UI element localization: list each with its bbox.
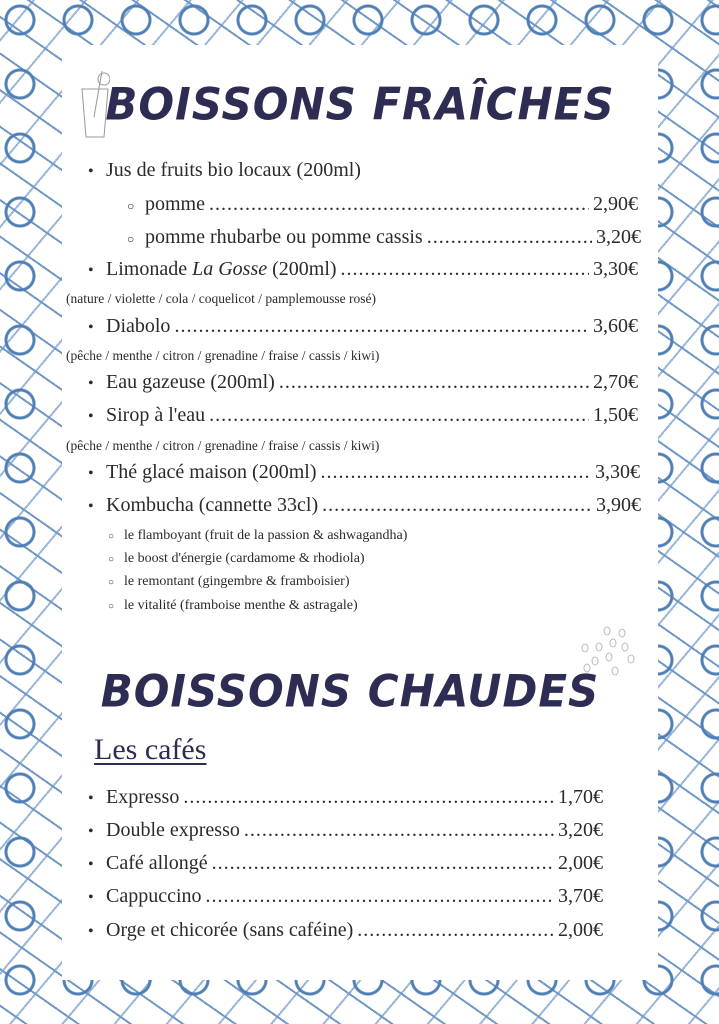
menu-item: • Kombucha (cannette 33cl) ..... 3,90€: [88, 494, 641, 517]
item-note: (pêche / menthe / citron / grenadine / fraise / cassis / kiwi): [66, 438, 380, 453]
item-note: (nature / violette / cola / coquelicot / pamplemousse rosé): [66, 291, 377, 306]
coffees-heading: Les cafés: [94, 733, 207, 766]
menu-item: • Expresso ..... 1,70€: [88, 786, 603, 809]
menu-item: • Thé glacé maison (200ml) ..... 3,30€: [88, 461, 640, 484]
kombucha-flavor: ○ le flamboyant (fruit de la passion & ashwagandha): [108, 528, 408, 543]
menu-item: • Café allongé ..... 2,00€: [88, 852, 603, 875]
hot-drinks-title: BOISSONS CHAUDES: [100, 665, 600, 718]
menu-item: • Orge et chicorée (sans caféine) ..... 2,00€: [88, 919, 603, 942]
kombucha-flavor: ○ le boost d'énergie (cardamome & rhodiola): [108, 551, 365, 566]
menu-item: • Double expresso ..... 3,20€: [88, 819, 603, 842]
menu-item: • Sirop à l'eau ..... 1,50€: [88, 404, 638, 427]
cold-drinks-title: BOISSONS FRAÎCHES: [105, 78, 615, 131]
menu-item: ○ pomme ..... 2,90€: [127, 193, 638, 216]
menu-item: • Diabolo ..... 3,60€: [88, 315, 638, 338]
menu-item: ○ pomme rhubarbe ou pomme cassis ..... 3,20€: [127, 226, 641, 249]
item-note: (pêche / menthe / citron / grenadine / fraise / cassis / kiwi): [66, 348, 380, 363]
kombucha-flavor: ○ le vitalité (framboise menthe & astragale): [108, 598, 358, 613]
menu-item: • Limonade La Gosse (200ml) ..... 3,30€: [88, 258, 638, 281]
menu-item: • Eau gazeuse (200ml) ..... 2,70€: [88, 371, 638, 394]
menu-item: • Cappuccino ..... 3,70€: [88, 885, 603, 908]
kombucha-flavor: ○ le remontant (gingembre & framboisier): [108, 574, 350, 589]
menu-item: • Jus de fruits bio locaux (200ml): [88, 159, 361, 181]
menu-panel: [62, 45, 658, 980]
